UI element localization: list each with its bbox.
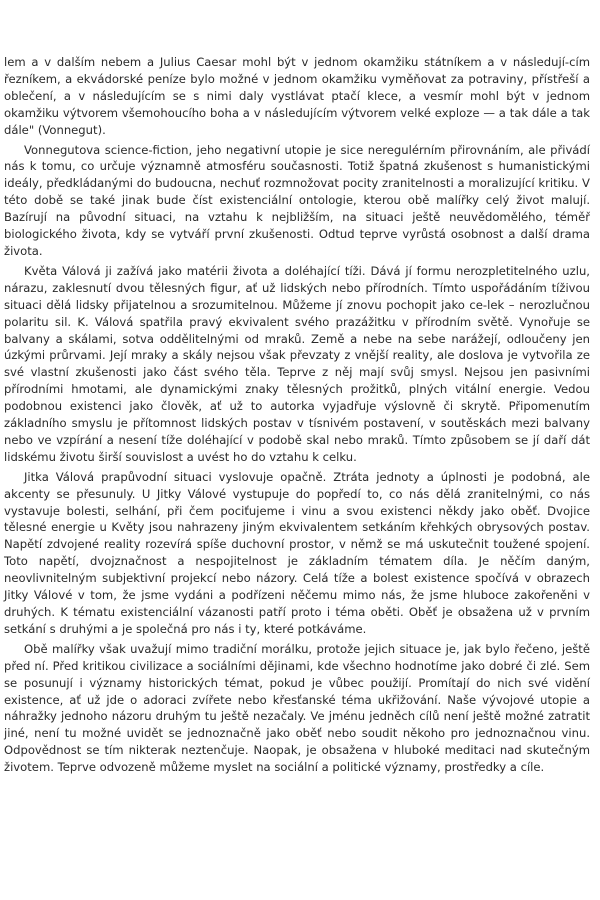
- paragraph-vonnegut-science-fiction: Vonnegutova science-fiction, jeho negativní utopie je sice neregulérním přirovnáním, ale přivádí nás k tomu, co určuje významně atmosféru současnosti. Totiž špatná zkušenost s humanistickými ideály, předkládanými do budoucna, nechuť rozmnožovat pocity zranitelnosti a moralizující kritiku. V této době se také jinak bude číst existenciální ontologie, kterou obě malířky celý život malují. Bazírují na původní situaci, na vztahu k nejbližším, na situaci ještě neuvědomělého, téměř biologického života, kdy se vytváří první zkušenosti. Odtud teprve vyrůstá osobnost a další drama života.: [4, 142, 590, 258]
- paragraph-vonnegut-quote-end: lem a v dalším nebem a Julius Caesar mohl být v jednom okamžiku státníkem a v následují-cím řezníkem, a ekvádorské peníze bylo možné v jednom okamžiku vyměňovat za potraviny, přístřeší a oblečení, a v následujícím se s nimi daly vystlávat ptačí klece, a vesmír mohl být v jednom okamžiku výtvorem všemohoucího boha a v následujícím výtvorem velké exploze — a tak dále a tak dále" (Vonnegut).: [4, 55, 590, 137]
- paragraph-both-painters: Obě malířky však uvažují mimo tradiční morálku, protože jejich situace je, jak bylo řečeno, ještě před ní. Před kritikou civilizace a sociálními dějinami, kde všechno hodnotíme jako dobré či zlé. Sem se posunují i významy historických témat, pokud je vůbec použijí. Promítají do nich své vidění existence, ať už jde o adoraci zvířete nebo křesťanské téma ukřižování. Naše vývojové utopie a náhražky jednoho názoru druhým tu ještě nezačaly. Ve jménu jedněch cílů není ještě možné zatratit jiné, není tu možné uvidět se jednoznačně jako oběť nebo soudit někoho pro jednoznačnou vinu. Odpovědnost se tím nikterak neztenčuje. Naopak, je obsažena v hluboké meditaci nad skutečným životem. Teprve odvozeně můžeme myslet na sociální a politické významy, prostředky a cíle.: [4, 641, 590, 775]
- paragraph-kveta-valova: Květa Válová ji zažívá jako matérii života a doléhající tíži. Dává jí formu nerozpletitelného uzlu, nárazu, zaklesnutí dvou tělesných figur, ať už lidských nebo přírodních. Tímto uspořádáním tíživou situaci dělá lidsky přijatelnou a srozumitelnou. Můžeme jí znovu pochopit jako ce-lek – nerozlučnou polaritu sil. K. Válová spatřila pravý ekvivalent svého prazážitku v přírodním světě. Vynořuje se balvany a skálami, sotva oddělitelnými od mraků. Země a nebe na sebe narážejí, odloučeny jen úzkými průrvami. Její mraky a skály nejsou však převzaty z vnější reality, ale doslova je vytvořila ze své vlastní zkušenosti jako část svého těla. Teprve z něj mají svůj smysl. Nejsou jen pasivními přírodními hmotami, ale dynamickými znaky tělesných prožitků, plných vitální energie. Vedou podobnou existenci jako člověk, ať už to autorka vyjadřuje výslovně či skrytě. Připomenutím základního smyslu je přítomnost lidských postav v tísnivém postavení, v soutěskách mezi balvany nebo ve vzpírání a nesení tíže doléhající v podobě skal nebo mraků. Tímto způsobem se jí daří dát lidskému životu širší souvislost a uvést ho do vztahu k celku.: [4, 263, 590, 464]
- document-page: [0, 54, 590, 779]
- paragraph-jitka-valova: Jitka Válová prapůvodní situaci vyslovuje opačně. Ztráta jednoty a úplnosti je podobná, ale akcenty se přesunuly. U Jitky Válové vystupuje do popředí to, co nás dělá zranitelnými, co nás vystavuje bolesti, selhání, při čem pociťujeme i vinu a svou existenci někdy jako oběť. Dvojice tělesné energie u Květy jsou nahrazeny jiným ekvivalentem setkáním křehkých obrysových postav. Napětí zdvojené reality rozevírá spíše duchovní prostor, v němž se má uskutečnit toužené spojení. Toto napětí, dvojznačnost a nespojitelnost je základním tématem díla. Je něčím daným, neovlivnitelným subjektivní projekcí nebo názory. Celá tíže a bolest existence spočívá v obrazech Jitky Válové v tom, že jsme vydáni a podřízeni něčemu mimo nás, že jsme hluboce zakořeněni v druhých. K tématu existenciální vázanosti patří proto i téma oběti. Oběť je obsažena už v prvním setkání s druhými a je společná pro nás i ty, které potkáváme.: [4, 469, 590, 636]
